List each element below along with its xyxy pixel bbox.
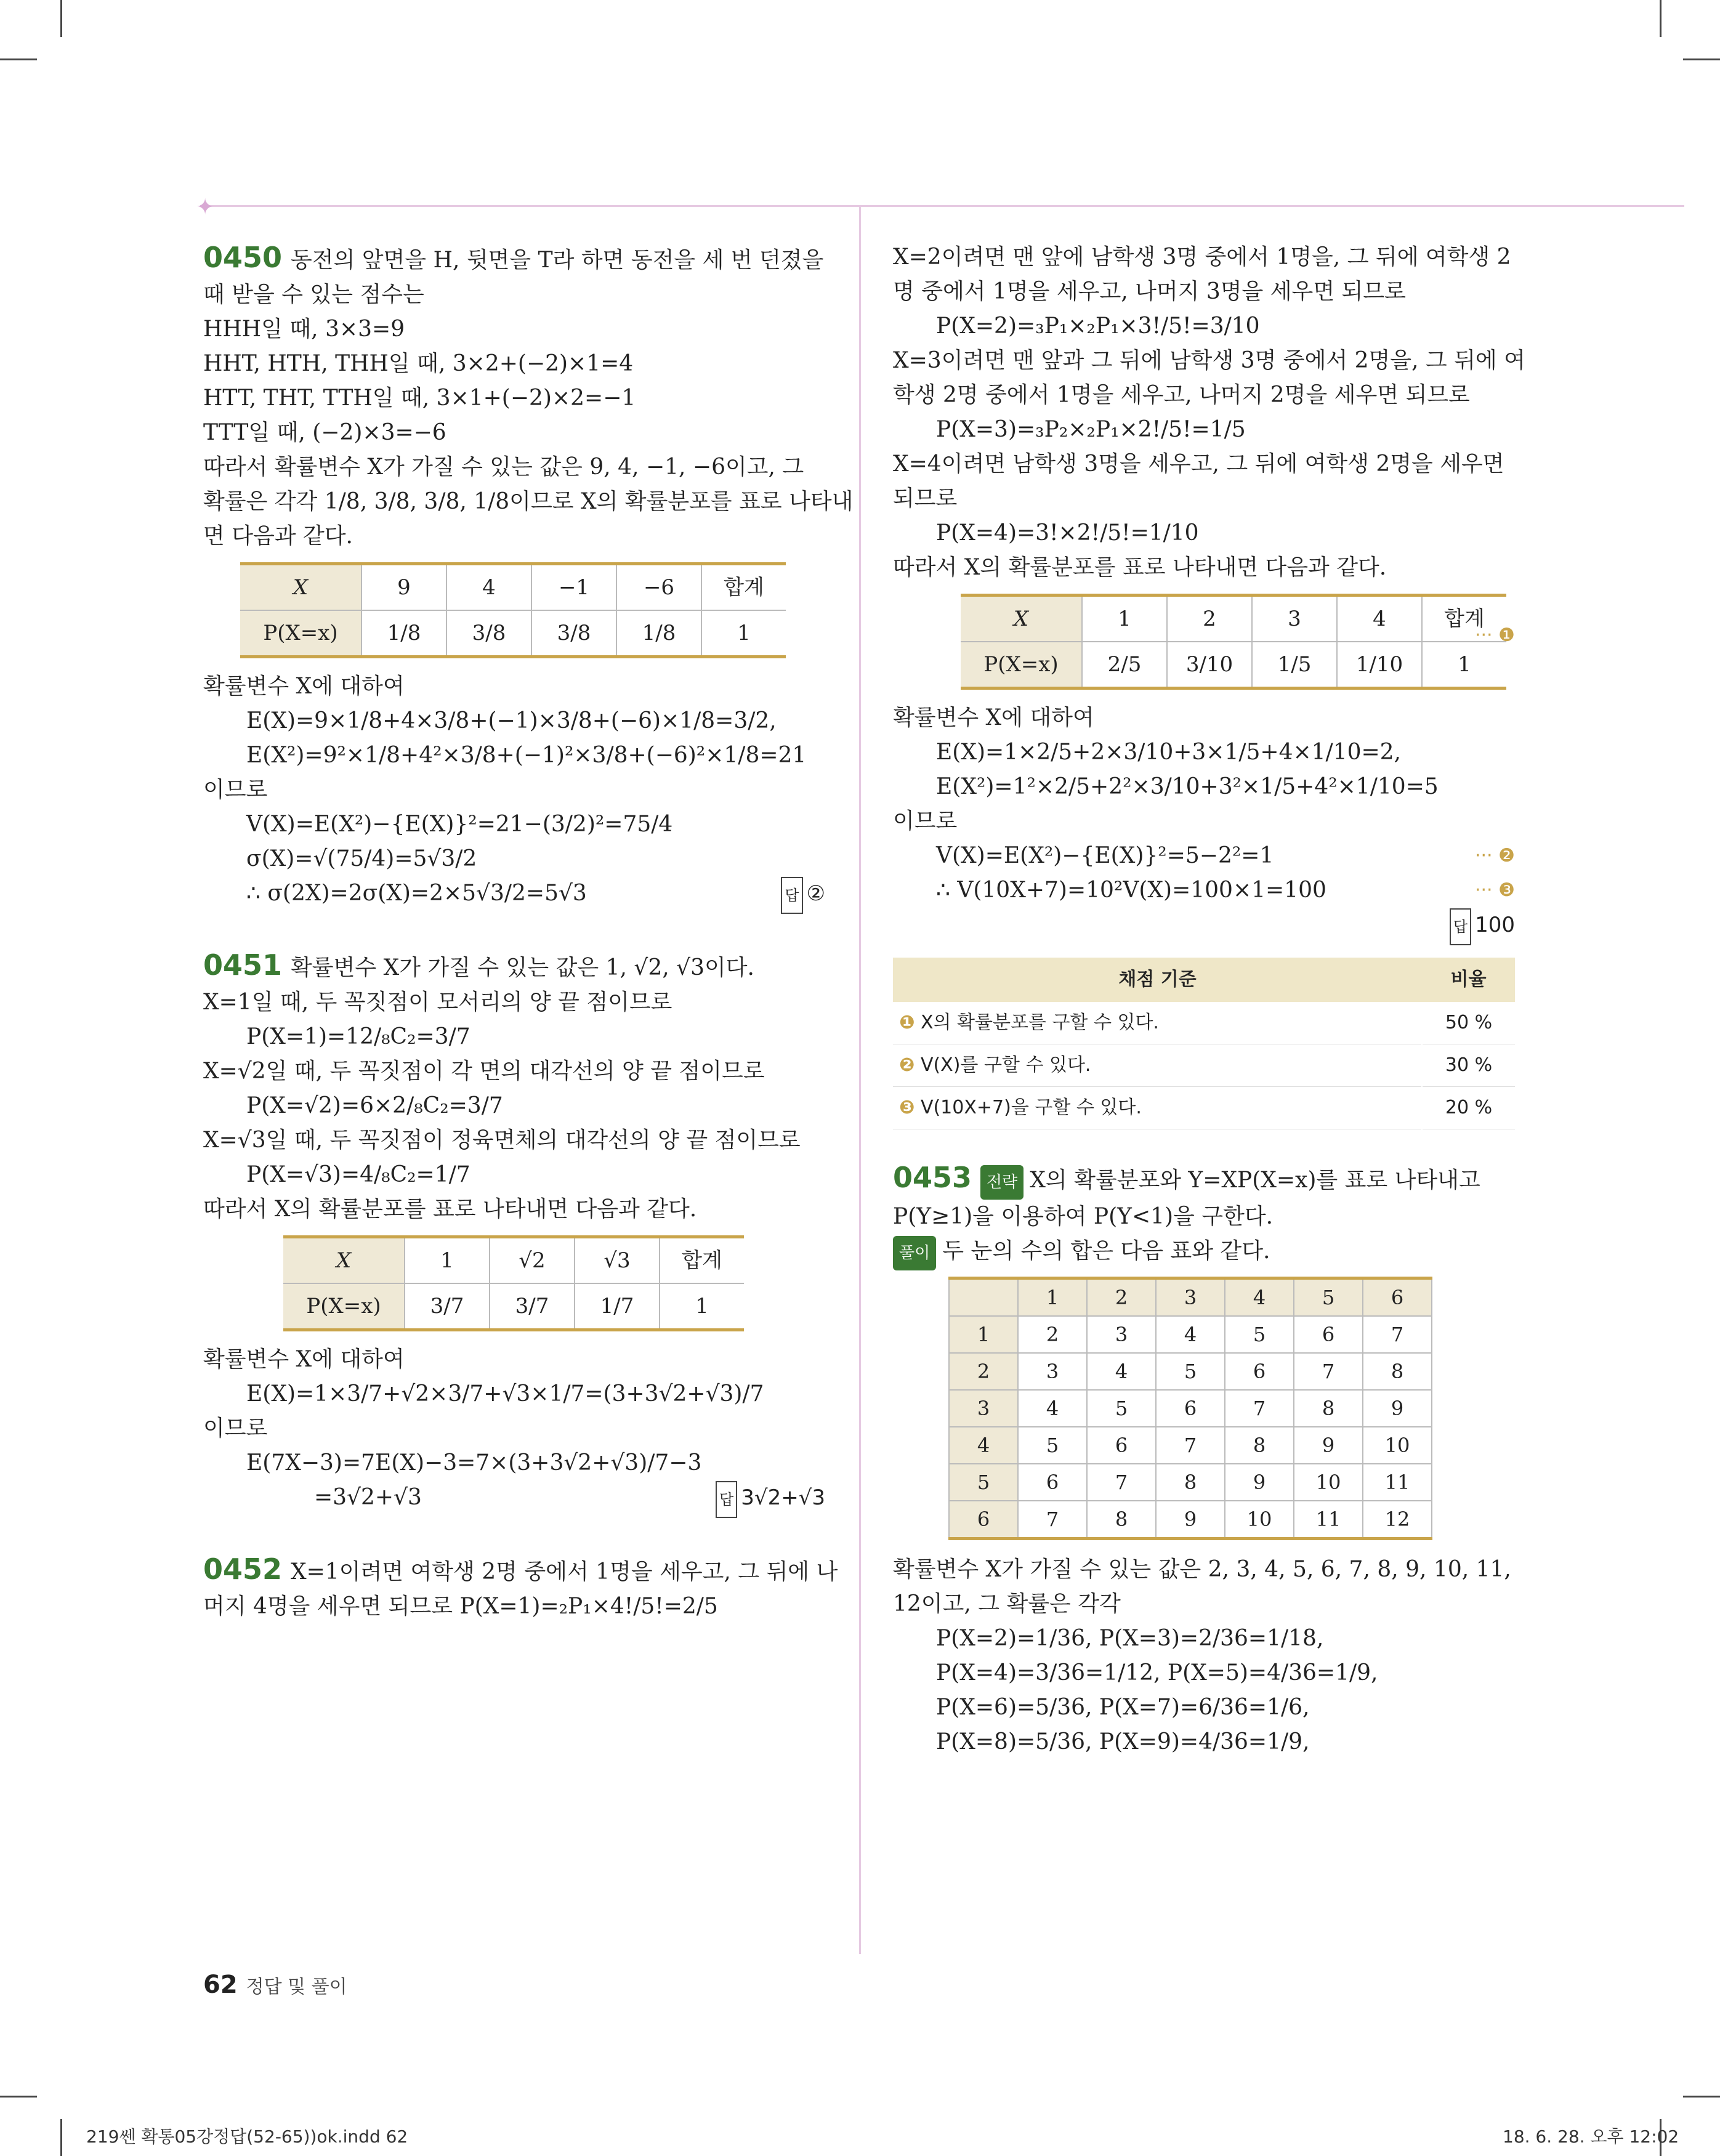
equation: V(X)=E(X²)−{E(X)}²=5−2²=1: [936, 843, 1274, 868]
text-line: X=4이려면 남학생 3명을 세우고, 그 뒤에 여학생 2명을 세우면: [893, 451, 1504, 477]
text-line: 확률변수 X에 대하여: [203, 674, 405, 699]
table-cell: 4: [949, 1427, 1018, 1464]
text-line: 확률변수 X에 대하여: [893, 705, 1094, 730]
table-cell: 10: [1294, 1464, 1363, 1501]
table-cell: 3/7: [405, 1283, 490, 1330]
text-line: 확률은 각각 1/8, 3/8, 3/8, 1/8이므로 X의 확률분포를 표로 나타내: [203, 489, 854, 514]
criteria-text: X의 확률분포를 구할 수 있다.: [920, 1012, 1159, 1033]
equation: P(X=√3)=4/₈C₂=1/7: [246, 1162, 470, 1187]
table-cell: 1: [1082, 596, 1167, 642]
slug-timestamp: 18. 6. 28. 오후 12:02: [1503, 2126, 1679, 2147]
equation: E(7X−3)=7E(X)−3=7×(3+3√2+√3)/7−3: [246, 1450, 702, 1476]
equation: P(X=2)=1/36, P(X=3)=2/36=1/18,: [936, 1626, 1324, 1651]
text-line: 확률변수 X가 가질 수 있는 값은 2, 3, 4, 5, 6, 7, 8, 9, 10, 11,: [893, 1557, 1511, 1582]
table-cell: 4: [1087, 1353, 1156, 1390]
table-cell: 11: [1294, 1501, 1363, 1539]
criteria-header: 채점 기준: [893, 958, 1422, 1002]
crop-mark: [1683, 59, 1720, 60]
table-cell: 2: [1167, 596, 1252, 642]
text-line: X=3이려면 맨 앞과 그 뒤에 남학생 3명 중에서 2명을, 그 뒤에 여: [893, 348, 1525, 373]
star-ornament-icon: ✦: [196, 195, 215, 220]
crop-mark: [60, 2119, 62, 2156]
table-cell: 2: [1018, 1316, 1087, 1353]
table-cell: 1: [660, 1283, 744, 1330]
table-cell: 5: [1156, 1353, 1225, 1390]
text-line: 때 받을 수 있는 점수는: [203, 282, 424, 307]
text-line: X=√2일 때, 두 꼭짓점이 각 면의 대각선의 양 끝 점이므로: [203, 1059, 765, 1084]
table-cell: [949, 1278, 1018, 1317]
text-line: 따라서 X의 확률분포를 표로 나타내면 다음과 같다.: [893, 555, 1387, 580]
text-line: 확률변수 X가 가질 수 있는 값은 1, √2, √3이다.: [291, 955, 754, 980]
column-rule: [859, 205, 861, 1954]
problem-0451: [203, 948, 825, 1515]
table-cell: 9: [1225, 1464, 1294, 1501]
table-cell: 3: [1252, 596, 1337, 642]
answer: [716, 1480, 825, 1518]
table-cell: 4: [446, 564, 531, 611]
table-cell: 9: [361, 564, 446, 611]
text-line: 명 중에서 1명을 세우고, 나머지 3명을 세우면 되므로: [893, 279, 1406, 304]
table-cell: P(X=x): [283, 1283, 405, 1330]
problem-number: 0451: [203, 948, 283, 982]
table-cell: √2: [490, 1237, 575, 1284]
criteria-row: [893, 1044, 1422, 1087]
table-cell: 6: [949, 1501, 1018, 1539]
equation: P(X=√2)=6×2/₈C₂=3/7: [246, 1093, 503, 1118]
answer-value: 3√2+√3: [741, 1485, 825, 1510]
equation: P(X=3)=₃P₂×₂P₁×2!/5!=1/5: [936, 417, 1246, 442]
problem-0453: [893, 1160, 1515, 1759]
text-line: X=1이려면 여학생 2명 중에서 1명을 세우고, 그 뒤에 나: [291, 1559, 838, 1585]
table-cell: −1: [531, 564, 616, 611]
step-number: ❷: [899, 1054, 915, 1076]
table-cell: P(X=x): [240, 610, 361, 657]
equation: P(X=4)=3/36=1/12, P(X=5)=4/36=1/9,: [936, 1660, 1378, 1686]
slug-filename: 219쎈 확통05강정답(52-65))ok.indd 62: [86, 2126, 408, 2147]
crop-mark: [1660, 0, 1661, 37]
equation: P(X=8)=5/36, P(X=9)=4/36=1/9,: [936, 1729, 1310, 1754]
equation: P(X=4)=3!×2!/5!=1/10: [936, 520, 1199, 546]
distribution-table: [283, 1235, 744, 1331]
answer: [781, 876, 825, 914]
right-column: [893, 240, 1525, 1759]
criteria-ratio: 50 %: [1422, 1002, 1515, 1044]
table-cell: 10: [1363, 1427, 1432, 1464]
equation: P(X=1)=12/₈C₂=3/7: [246, 1024, 470, 1049]
table-cell: 8: [1363, 1353, 1432, 1390]
table-cell: 3: [1156, 1278, 1225, 1317]
text-line: TTT일 때, (−2)×3=−6: [203, 420, 446, 445]
crop-mark: [0, 2096, 37, 2097]
table-cell: 1: [1422, 642, 1506, 688]
grading-criteria-table: [893, 958, 1515, 1129]
table-cell: 5: [1018, 1427, 1087, 1464]
text-line: 면 다음과 같다.: [203, 523, 353, 549]
table-cell: 4: [1337, 596, 1422, 642]
equation: V(X)=E(X²)−{E(X)}²=21−(3/2)²=75/4: [246, 812, 673, 837]
answer: [1450, 913, 1515, 937]
equation: E(X)=1×3/7+√2×3/7+√3×1/7=(3+3√2+√3)/7: [246, 1381, 764, 1407]
table-cell: 4: [1156, 1316, 1225, 1353]
table-cell: 3: [1018, 1353, 1087, 1390]
ratio-header: 비율: [1422, 958, 1515, 1002]
criteria-row: [893, 1087, 1422, 1129]
table-cell: 3/8: [531, 610, 616, 657]
table-cell: 9: [1363, 1390, 1432, 1427]
answer-icon: 답: [1450, 908, 1471, 945]
table-cell: 11: [1363, 1464, 1432, 1501]
step-marker: ··· ❷: [1474, 845, 1515, 866]
criteria-ratio: 20 %: [1422, 1087, 1515, 1129]
page-footer: [203, 1971, 347, 1999]
table-cell: 8: [1225, 1427, 1294, 1464]
problem-number: 0453: [893, 1161, 972, 1194]
table-cell: 7: [1225, 1390, 1294, 1427]
criteria-text: V(X)를 구할 수 있다.: [920, 1054, 1091, 1076]
table-cell: √3: [575, 1237, 660, 1284]
equation: σ(X)=√(75/4)=5√3/2: [246, 846, 477, 871]
criteria-ratio: 30 %: [1422, 1044, 1515, 1087]
table-cell: X: [283, 1237, 405, 1284]
table-cell: 12: [1363, 1501, 1432, 1539]
answer-icon: 답: [781, 877, 802, 914]
table-cell: 2/5: [1082, 642, 1167, 688]
table-cell: 9: [1294, 1427, 1363, 1464]
text-line: 따라서 확률변수 X가 가질 수 있는 값은 9, 4, −1, −6이고, 그: [203, 454, 804, 480]
text-line: 따라서 X의 확률분포를 표로 나타내면 다음과 같다.: [203, 1197, 697, 1222]
table-cell: 7: [1156, 1427, 1225, 1464]
text-line: X=2이려면 맨 앞에 남학생 3명 중에서 1명을, 그 뒤에 여학생 2: [893, 244, 1511, 270]
answer-value: ②: [806, 881, 825, 906]
table-cell: 1: [949, 1316, 1018, 1353]
problem-0452: [203, 1552, 838, 1624]
text-line: X의 확률분포와 Y=XP(X=x)를 표로 나타내고: [1030, 1168, 1480, 1193]
text-line: P(Y≥1)을 이용하여 P(Y<1)을 구한다.: [893, 1204, 1274, 1229]
equation: E(X)=9×1/8+4×3/8+(−1)×3/8+(−6)×1/8=3/2,: [246, 708, 777, 733]
criteria-text: V(10X+7)을 구할 수 있다.: [920, 1097, 1142, 1118]
table-cell: 3/7: [490, 1283, 575, 1330]
text-line: 12이고, 그 확률은 각각: [893, 1591, 1121, 1617]
step-marker: ··· ❸: [1474, 879, 1515, 901]
equation: ∴ V(10X+7)=10²V(X)=100×1=100: [936, 878, 1326, 903]
step-number: ❸: [899, 1097, 915, 1118]
text-line: 머지 4명을 세우면 되므로 P(X=1)=₂P₁×4!/5!=2/5: [203, 1594, 718, 1619]
table-cell: X: [240, 564, 361, 611]
text-line: HTT, THT, TTH일 때, 3×1+(−2)×2=−1: [203, 386, 636, 411]
equation: =3√2+√3: [314, 1485, 422, 1510]
table-cell: 2: [949, 1353, 1018, 1390]
table-cell: 1/7: [575, 1283, 660, 1330]
table-cell: 7: [1294, 1353, 1363, 1390]
table-cell: 2: [1087, 1278, 1156, 1317]
table-cell: 5: [949, 1464, 1018, 1501]
distribution-table: [240, 562, 786, 658]
table-cell: 1/8: [361, 610, 446, 657]
text-line: 확률변수 X에 대하여: [203, 1347, 405, 1372]
table-cell: 9: [1156, 1501, 1225, 1539]
problem-number: 0452: [203, 1552, 283, 1586]
step-number: ❶: [899, 1012, 915, 1033]
strategy-tag: 전략: [980, 1165, 1024, 1200]
text-line: 되므로: [893, 486, 958, 511]
table-cell: 10: [1225, 1501, 1294, 1539]
text-line: 이므로: [203, 1416, 268, 1441]
table-cell: 1: [1018, 1278, 1087, 1317]
table-cell: 8: [1156, 1464, 1225, 1501]
equation: E(X²)=1²×2/5+2²×3/10+3²×1/5+4²×1/10=5: [936, 774, 1439, 799]
answer-icon: 답: [716, 1481, 737, 1518]
crop-mark: [0, 59, 37, 60]
text-line: X=1일 때, 두 꼭짓점이 모서리의 양 끝 점이므로: [203, 990, 672, 1015]
table-cell: 4: [1225, 1278, 1294, 1317]
top-rule: [200, 205, 1684, 207]
text-line: 동전의 앞면을 H, 뒷면을 T라 하면 동전을 세 번 던졌을: [291, 248, 824, 273]
table-cell: 1/5: [1252, 642, 1337, 688]
table-cell: 6: [1225, 1353, 1294, 1390]
table-cell: 1: [701, 610, 786, 657]
table-cell: 8: [1294, 1390, 1363, 1427]
table-cell: 7: [1087, 1464, 1156, 1501]
solution-tag: 풀이: [893, 1236, 936, 1270]
table-cell: 3: [949, 1390, 1018, 1427]
crop-mark: [1683, 2096, 1720, 2097]
table-cell: 1: [405, 1237, 490, 1284]
criteria-row: [893, 1002, 1422, 1044]
equation: E(X²)=9²×1/8+4²×3/8+(−1)²×3/8+(−6)²×1/8=21: [246, 743, 807, 768]
step-marker: ··· ❶: [1474, 624, 1515, 646]
table-cell: 3/8: [446, 610, 531, 657]
table-cell: 6: [1087, 1427, 1156, 1464]
text-line: HHT, HTH, THH일 때, 3×2+(−2)×1=4: [203, 351, 634, 376]
table-cell: 7: [1363, 1316, 1432, 1353]
table-cell: 5: [1087, 1390, 1156, 1427]
page-number: 62: [203, 1971, 238, 1999]
equation: P(X=6)=5/36, P(X=7)=6/36=1/6,: [936, 1695, 1310, 1720]
table-cell: 1/8: [616, 610, 701, 657]
text-line: X=√3일 때, 두 꼭짓점이 정육면체의 대각선의 양 끝 점이므로: [203, 1128, 801, 1153]
table-cell: 6: [1294, 1316, 1363, 1353]
text-line: 두 눈의 수의 합은 다음 표와 같다.: [942, 1238, 1270, 1264]
table-cell: 합계: [660, 1237, 744, 1284]
crop-mark: [60, 0, 62, 37]
equation: ∴ σ(2X)=2σ(X)=2×5√3/2=5√3: [246, 881, 587, 906]
table-cell: 7: [1018, 1501, 1087, 1539]
footer-title: 정답 및 풀이: [246, 1976, 347, 1998]
table-cell: 4: [1018, 1390, 1087, 1427]
answer-value: 100: [1475, 913, 1515, 937]
table-cell: 3/10: [1167, 642, 1252, 688]
table-cell: 1/10: [1337, 642, 1422, 688]
table-cell: 5: [1225, 1316, 1294, 1353]
table-cell: −6: [616, 564, 701, 611]
table-cell: X: [961, 596, 1082, 642]
equation: E(X)=1×2/5+2×3/10+3×1/5+4×1/10=2,: [936, 740, 1401, 765]
table-cell: 8: [1087, 1501, 1156, 1539]
dice-sum-table: [948, 1277, 1432, 1540]
table-cell: 합계: [701, 564, 786, 611]
problem-number: 0450: [203, 241, 283, 274]
table-cell: 합계: [1422, 596, 1506, 642]
text-line: 학생 2명 중에서 1명을 세우고, 나머지 2명을 세우면 되므로: [893, 382, 1470, 408]
table-cell: 6: [1363, 1278, 1432, 1317]
table-cell: 6: [1018, 1464, 1087, 1501]
equation: P(X=2)=₃P₁×₂P₁×3!/5!=3/10: [936, 313, 1260, 339]
table-cell: 5: [1294, 1278, 1363, 1317]
text-line: HHH일 때, 3×3=9: [203, 317, 405, 342]
distribution-table: [961, 594, 1506, 690]
left-column: [203, 240, 854, 1624]
table-cell: 6: [1156, 1390, 1225, 1427]
problem-0450: [203, 240, 854, 911]
text-line: 이므로: [893, 809, 958, 834]
table-cell: 3: [1087, 1316, 1156, 1353]
text-line: 이므로: [203, 777, 268, 802]
table-cell: P(X=x): [961, 642, 1082, 688]
